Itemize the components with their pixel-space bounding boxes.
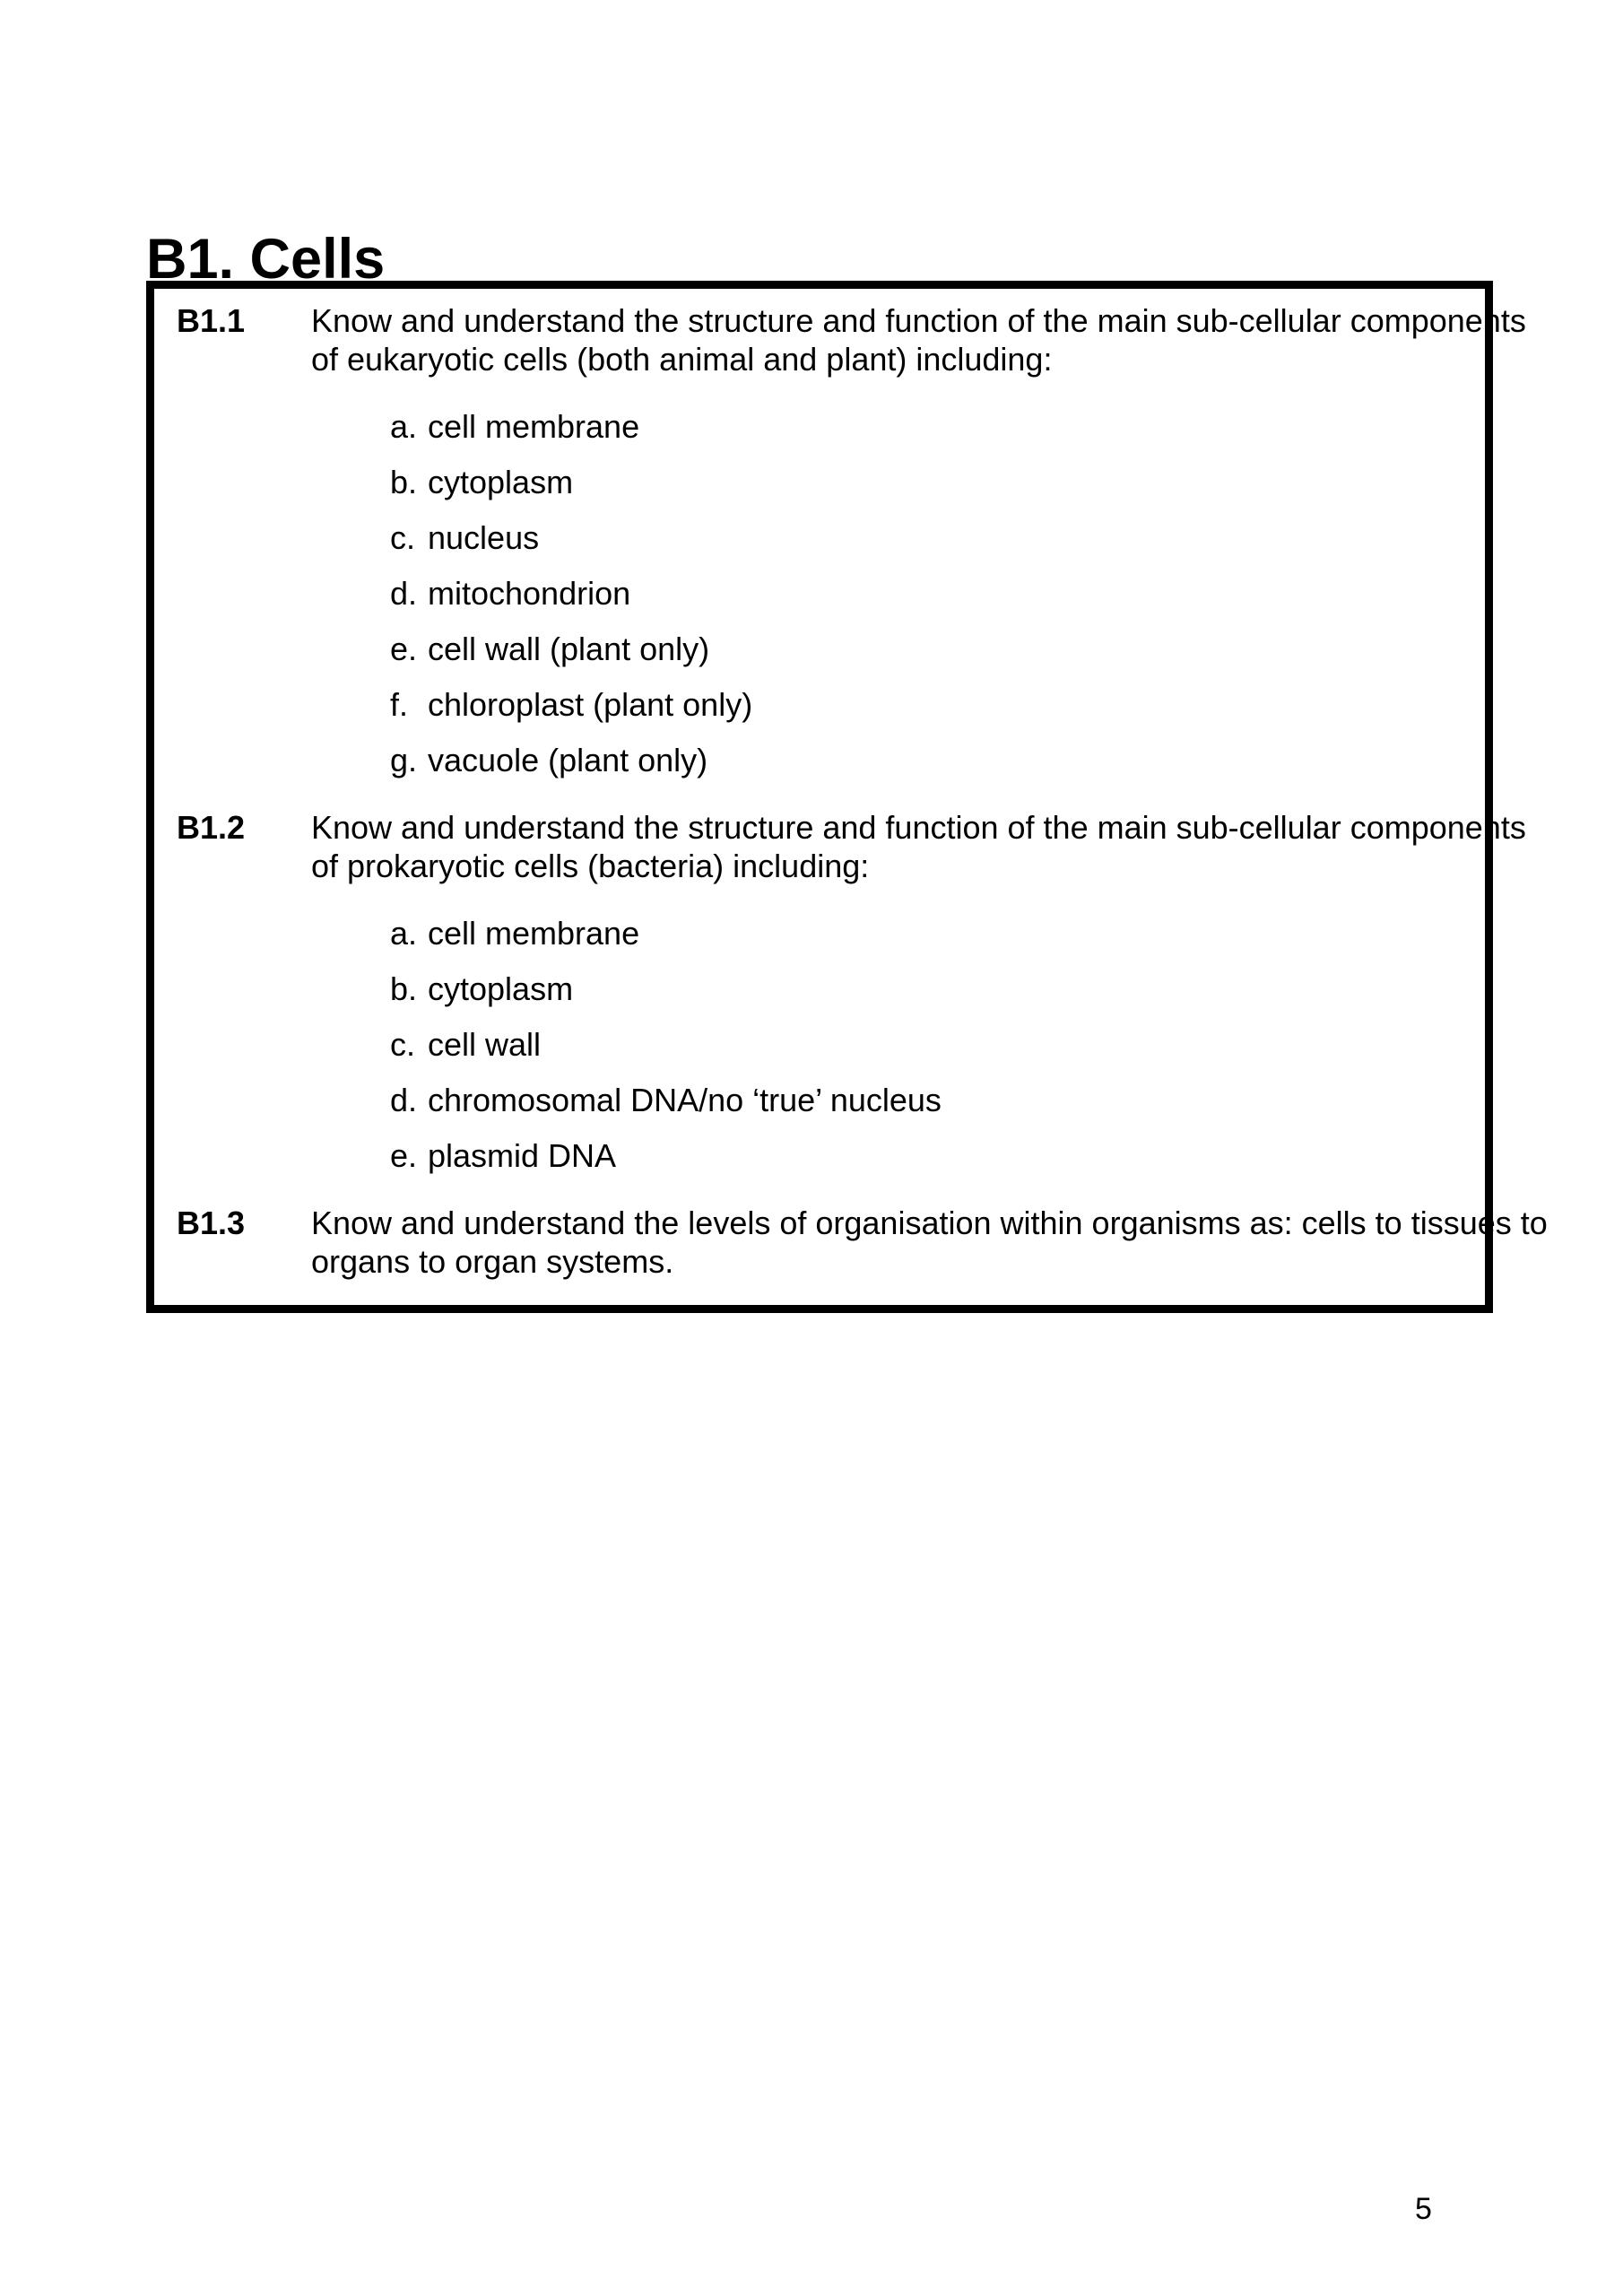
spec-text-line: Know and understand the structure and function of the main sub-cellular components <box>311 302 1526 339</box>
list-item <box>390 1081 1467 1119</box>
spec-row-b1-1 <box>177 301 1526 808</box>
spec-list-b1-1 <box>390 407 1467 779</box>
spec-paragraph <box>311 1204 1548 1281</box>
spec-content-b1-3 <box>311 1204 1548 1281</box>
list-item-label: mitochondrion <box>428 575 631 612</box>
list-marker: g. <box>390 742 418 778</box>
spec-text-line: of prokaryotic cells (bacteria) including: <box>311 848 870 884</box>
list-item <box>390 1136 1467 1175</box>
list-marker: e. <box>390 1137 418 1174</box>
list-marker: a. <box>390 915 418 952</box>
list-item-label: cell membrane <box>428 408 640 445</box>
spec-content-b1-1 <box>311 301 1526 808</box>
list-item <box>390 463 1467 501</box>
list-marker: c. <box>390 519 416 556</box>
list-marker: d. <box>390 575 418 612</box>
spec-paragraph <box>311 808 1526 885</box>
list-item <box>390 574 1467 613</box>
page-title: B1. Cells <box>146 228 386 291</box>
list-item <box>390 1025 1467 1064</box>
list-item-label: cell wall (plant only) <box>428 631 710 667</box>
list-item-label: cytoplasm <box>428 970 574 1007</box>
list-marker: b. <box>390 970 418 1007</box>
list-item-label: chromosomal DNA/no ‘true’ nucleus <box>428 1082 942 1118</box>
spec-list-b1-2 <box>390 914 1467 1175</box>
specification-box <box>146 281 1548 1313</box>
list-item-label: plasmid DNA <box>428 1137 617 1174</box>
page-number: 5 <box>1415 2192 1432 2226</box>
list-item-label: chloroplast (plant only) <box>428 686 753 723</box>
list-marker: f. <box>390 686 409 723</box>
list-item-label: cell wall <box>428 1026 542 1063</box>
spec-row-b1-3 <box>177 1204 1548 1281</box>
list-item-label: nucleus <box>428 519 540 556</box>
list-item-label: vacuole (plant only) <box>428 742 708 778</box>
list-marker: c. <box>390 1026 416 1063</box>
list-item <box>390 630 1467 668</box>
list-item <box>390 970 1467 1008</box>
spec-ref-b1-3: B1.3 <box>177 1205 246 1241</box>
spec-row-b1-2 <box>177 808 1526 1204</box>
spec-text-line: of eukaryotic cells (both animal and plant) including: <box>311 341 1053 378</box>
list-marker: e. <box>390 631 418 667</box>
spec-ref-b1-2: B1.2 <box>177 809 246 846</box>
spec-text-line: organs to organ systems. <box>311 1243 674 1280</box>
spec-content-b1-2 <box>311 808 1526 1204</box>
list-item <box>390 685 1467 724</box>
list-item <box>390 407 1467 446</box>
spec-text-line: Know and understand the structure and function of the main sub-cellular components <box>311 809 1526 846</box>
list-marker: a. <box>390 408 418 445</box>
list-item <box>390 518 1467 557</box>
list-item-label: cell membrane <box>428 915 640 952</box>
spec-paragraph <box>311 301 1526 378</box>
spec-text-line: Know and understand the levels of organisation within organisms as: cells to tissues to <box>311 1205 1548 1241</box>
list-item <box>390 741 1467 779</box>
list-marker: b. <box>390 464 418 500</box>
list-item <box>390 914 1467 952</box>
spec-ref-b1-1: B1.1 <box>177 302 246 339</box>
list-marker: d. <box>390 1082 418 1118</box>
list-item-label: cytoplasm <box>428 464 574 500</box>
